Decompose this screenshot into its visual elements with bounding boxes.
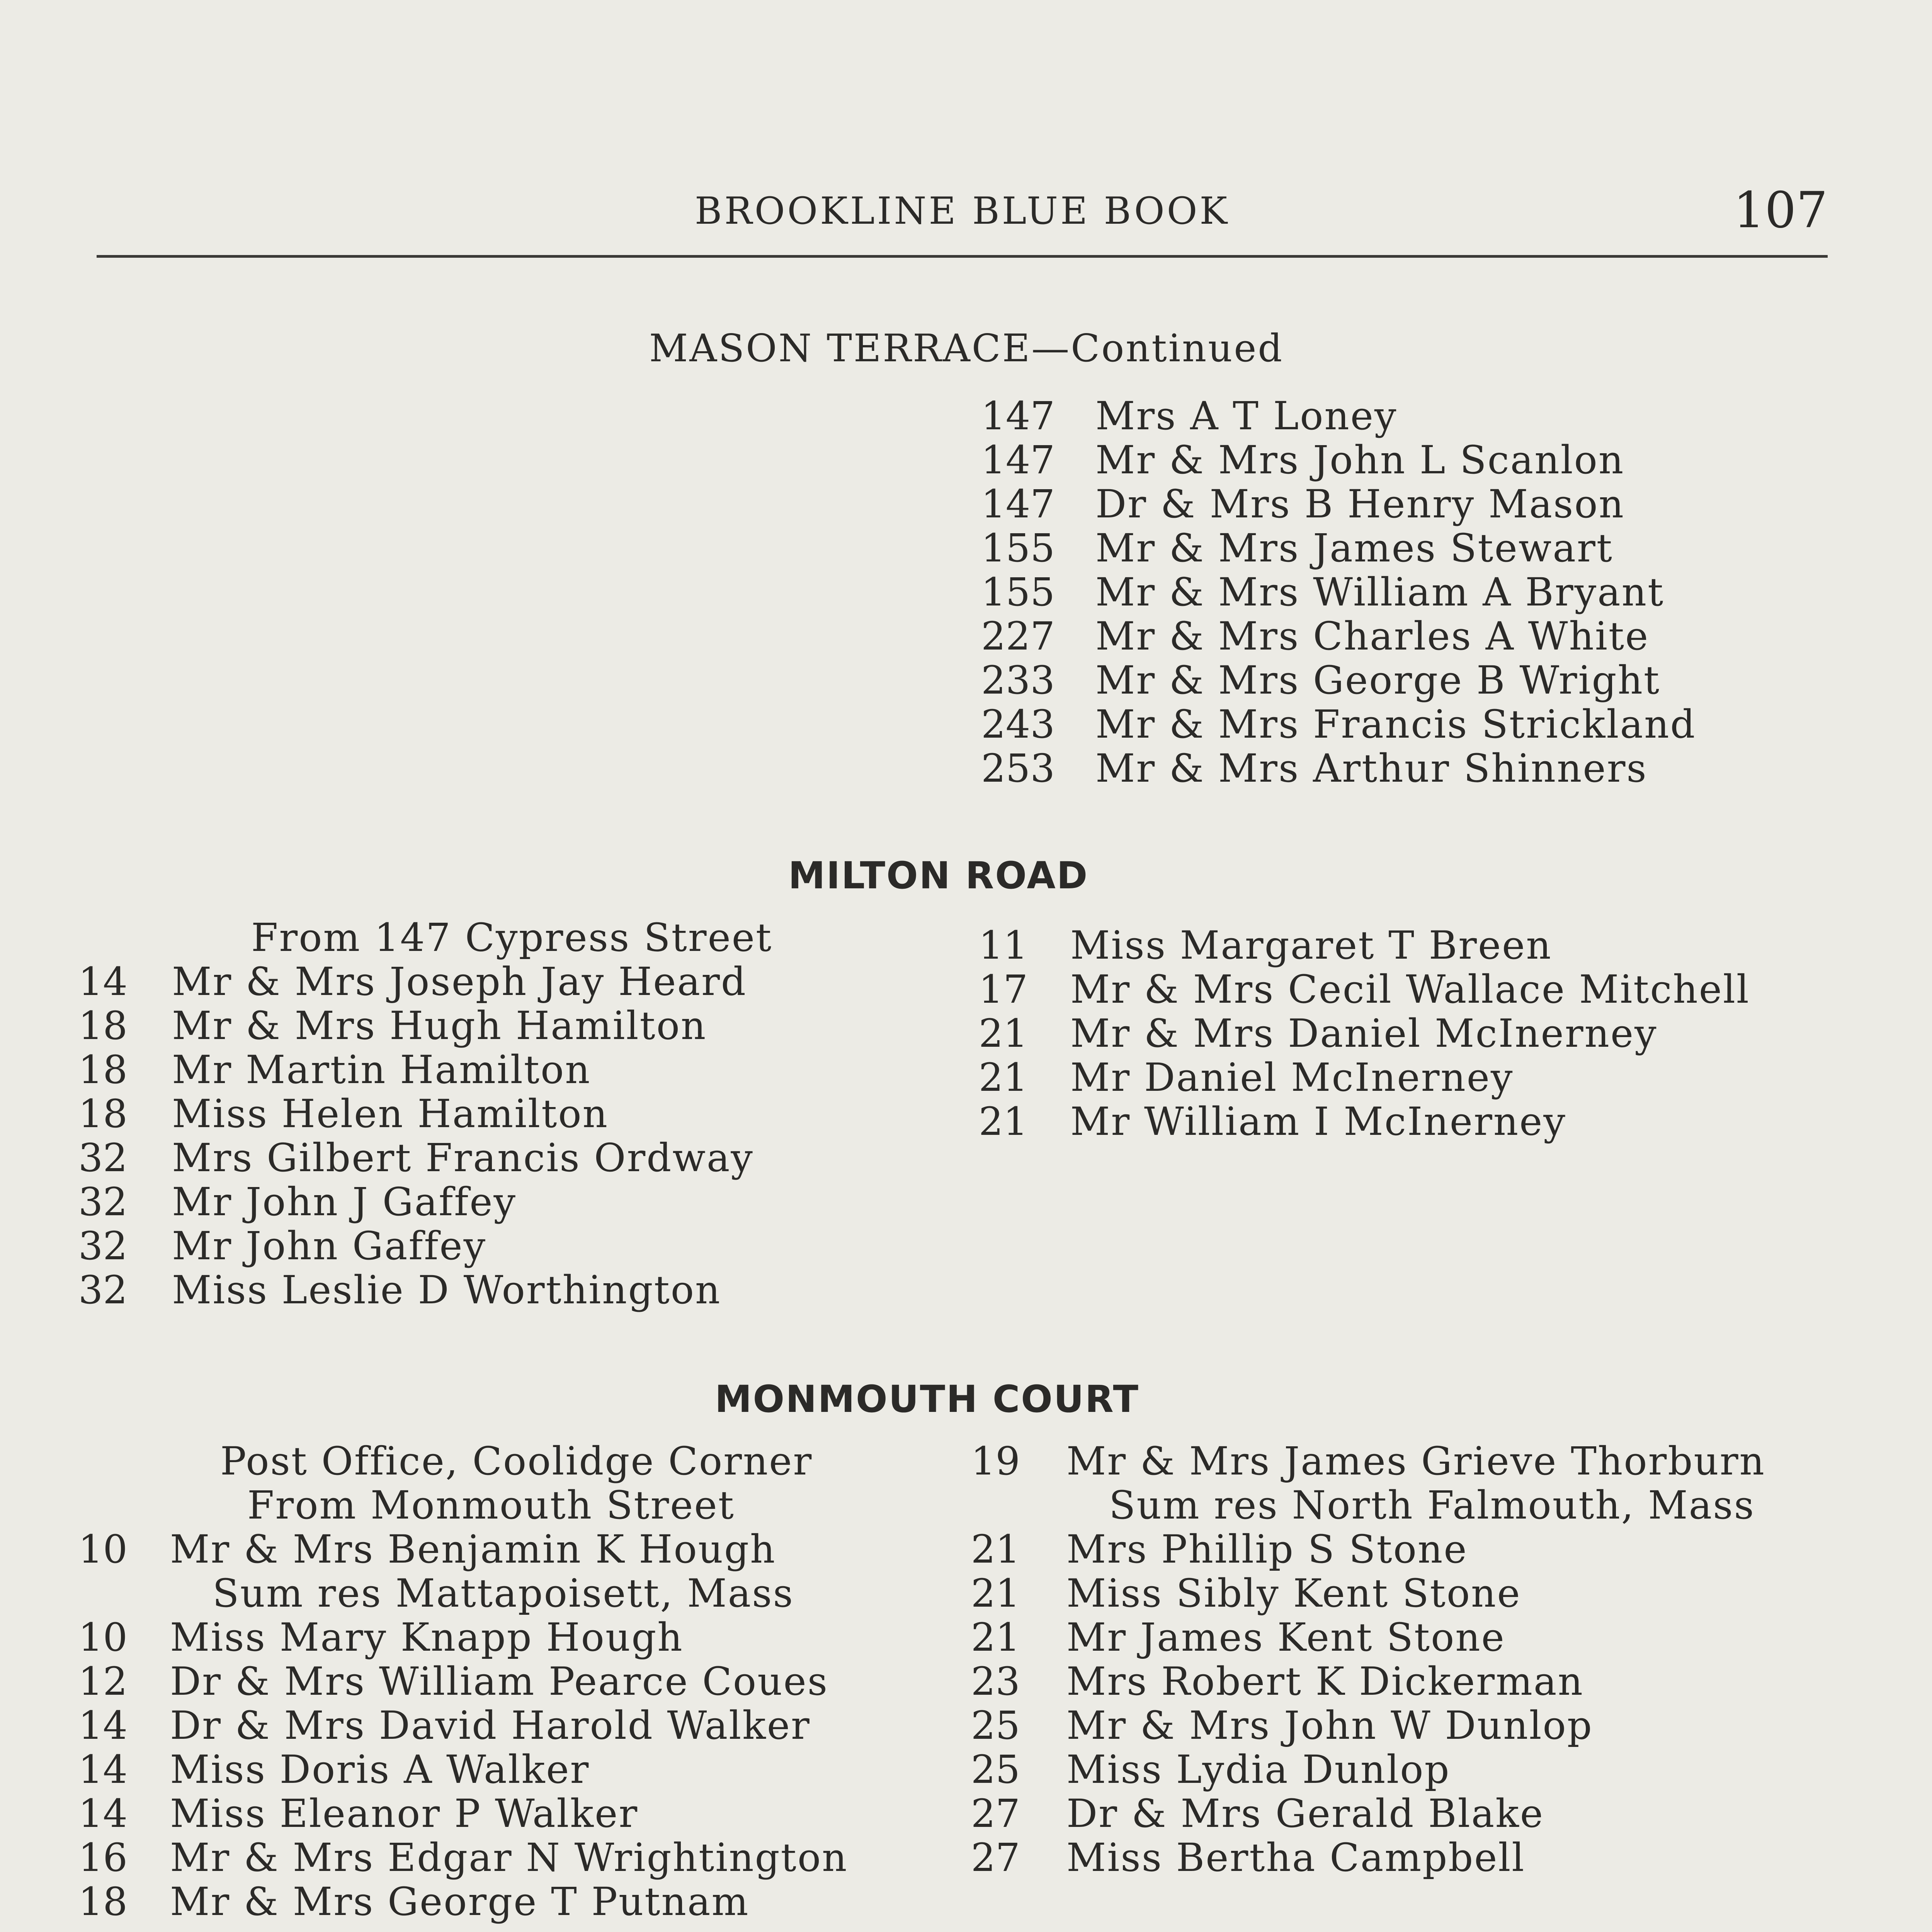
list-item [978,614,1828,658]
list-item [966,1056,1855,1100]
milton-road-left-column [50,916,939,1312]
resident-name: Mr & Mrs Francis Strickland [1095,702,1696,747]
resident-name: Mrs Robert K Dickerman [1066,1659,1584,1704]
house-number: 12 [78,1659,128,1704]
resident-name: Dr & Mrs William Pearce Coues [170,1659,829,1704]
list-item [978,570,1828,614]
list-item [966,1012,1855,1056]
resident-name: Miss Eleanor P Walker [170,1791,639,1836]
list-item [958,1616,1847,1660]
resident-name: Miss Sibly Kent Stone [1066,1571,1521,1616]
list-item [978,658,1828,702]
house-number: 17 [978,967,1028,1012]
house-number: 18 [78,1091,128,1136]
resident-name: Mr & Mrs Edgar N Wrightington [170,1835,848,1880]
list-item [50,1048,939,1092]
list-item-note [958,1483,1847,1527]
list-item [958,1660,1847,1704]
resident-name: Mr & Mrs George B Wright [1095,658,1661,703]
house-number: 155 [981,570,1055,615]
resident-name: Mr William I McInerney [1070,1099,1566,1144]
street-note: From Monmouth Street [247,1483,735,1528]
resident-name: Mrs Phillip S Stone [1066,1527,1468,1572]
section-heading-mason-terrace: MASON TERRACE—Continued [649,327,1284,371]
house-number: 10 [78,1527,128,1572]
list-item [50,1748,939,1792]
resident-name: Mr & Mrs Charles A White [1095,614,1650,659]
resident-name: Mr & Mrs William A Bryant [1095,570,1665,615]
house-number: 16 [78,1835,128,1880]
list-item [978,747,1828,791]
house-number: 253 [981,746,1055,791]
house-number: 25 [971,1747,1020,1792]
resident-name: Miss Bertha Campbell [1066,1835,1526,1880]
list-item [966,968,1855,1012]
resident-name: Mr & Mrs James Grieve Thorburn [1066,1439,1765,1484]
list-item [978,702,1828,747]
house-number: 233 [981,658,1055,703]
resident-name: Mrs Gilbert Francis Ordway [172,1135,754,1180]
resident-name: Mr John J Gaffey [172,1179,517,1225]
list-item [50,1880,939,1924]
house-number: 32 [78,1135,128,1180]
resident-name: Miss Mary Knapp Hough [170,1615,684,1660]
resident-name: Miss Doris A Walker [170,1747,590,1792]
summer-residence: Sum res North Falmouth, Mass [1109,1483,1755,1528]
resident-name: Mr & Mrs John W Dunlop [1066,1703,1593,1748]
resident-name: Mr & Mrs Benjamin K Hough [170,1527,776,1572]
list-item [50,1704,939,1748]
list-item [50,1180,939,1224]
resident-name: Miss Leslie D Worthington [172,1267,721,1313]
list-item [958,1571,1847,1616]
list-item [50,1136,939,1180]
monmouth-court-left-column [50,1439,939,1924]
resident-name: Miss Lydia Dunlop [1066,1747,1451,1792]
street-note: Post Office, Coolidge Corner [220,1439,813,1484]
section-heading-monmouth-court: MONMOUTH COURT [715,1378,1139,1421]
book-title: BROOKLINE BLUE BOOK [694,189,1230,233]
house-number: 19 [971,1439,1020,1484]
house-number: 32 [78,1267,128,1313]
section-heading-milton-road: MILTON ROAD [788,854,1089,897]
running-head [97,182,1828,239]
house-number: 18 [78,1047,128,1092]
list-item-note [50,1571,939,1616]
house-number: 14 [78,1703,128,1748]
house-number: 147 [981,393,1055,439]
house-number: 227 [981,614,1055,659]
resident-name: Mr John Gaffey [172,1223,487,1269]
house-number: 32 [78,1179,128,1225]
house-number: 14 [78,1791,128,1836]
list-item [978,526,1828,570]
house-number: 25 [971,1703,1020,1748]
house-number: 21 [978,1011,1028,1056]
house-number: 155 [981,526,1055,571]
house-number: 147 [981,437,1055,483]
list-item [958,1792,1847,1836]
house-number: 14 [78,959,128,1004]
list-item [958,1748,1847,1792]
resident-name: Mr James Kent Stone [1066,1615,1505,1660]
list-item [50,1268,939,1312]
resident-name: Mr & Mrs Hugh Hamilton [172,1003,707,1048]
house-number: 11 [978,923,1028,968]
resident-name: Mr & Mrs Daniel McInerney [1070,1011,1658,1056]
resident-name: Mr Martin Hamilton [172,1047,591,1092]
list-item [50,1224,939,1268]
resident-name: Mr & Mrs Arthur Shinners [1095,746,1648,791]
resident-name: Dr & Mrs Gerald Blake [1066,1791,1544,1836]
list-item [958,1704,1847,1748]
house-number: 21 [978,1099,1028,1144]
house-number: 21 [971,1615,1020,1660]
list-item [966,923,1855,968]
list-item [50,960,939,1004]
list-item [50,1092,939,1136]
milton-road-right-column [966,923,1855,1144]
resident-name: Mr & Mrs Cecil Wallace Mitchell [1070,967,1750,1012]
house-number: 10 [78,1615,128,1660]
resident-name: Dr & Mrs David Harold Walker [170,1703,811,1748]
list-item [50,1792,939,1836]
resident-name: Mr Daniel McInerney [1070,1055,1514,1100]
resident-name: Mr & Mrs John L Scanlon [1095,437,1625,483]
house-number: 14 [78,1747,128,1792]
monmouth-court-right-column [958,1439,1847,1880]
page-number: 107 [1733,182,1828,239]
house-number: 27 [971,1791,1020,1836]
list-item [958,1527,1847,1571]
house-number: 21 [971,1571,1020,1616]
street-note: From 147 Cypress Street [251,915,773,960]
resident-name: Mr & Mrs Joseph Jay Heard [172,959,747,1004]
resident-name: Mr & Mrs George T Putnam [170,1879,750,1924]
list-item [50,1527,939,1571]
list-item [978,482,1828,526]
list-item [958,1836,1847,1880]
house-number: 23 [971,1659,1020,1704]
list-item [50,1836,939,1880]
mason-terrace-list [978,394,1828,791]
list-item [978,394,1828,438]
list-item [50,1660,939,1704]
summer-residence: Sum res Mattapoisett, Mass [213,1571,794,1616]
list-item [50,1616,939,1660]
house-number: 18 [78,1879,128,1924]
resident-name: Miss Margaret T Breen [1070,923,1552,968]
list-item [958,1439,1847,1483]
header-rule [97,255,1828,258]
house-number: 21 [978,1055,1028,1100]
resident-name: Mrs A T Loney [1095,393,1398,439]
house-number: 27 [971,1835,1020,1880]
resident-name: Mr & Mrs James Stewart [1095,526,1613,571]
list-item [966,1100,1855,1144]
list-item [978,438,1828,482]
house-number: 147 [981,481,1055,527]
house-number: 18 [78,1003,128,1048]
house-number: 21 [971,1527,1020,1572]
resident-name: Dr & Mrs B Henry Mason [1095,481,1625,527]
resident-name: Miss Helen Hamilton [172,1091,609,1136]
list-item [50,1004,939,1048]
house-number: 243 [981,702,1055,747]
house-number: 32 [78,1223,128,1269]
